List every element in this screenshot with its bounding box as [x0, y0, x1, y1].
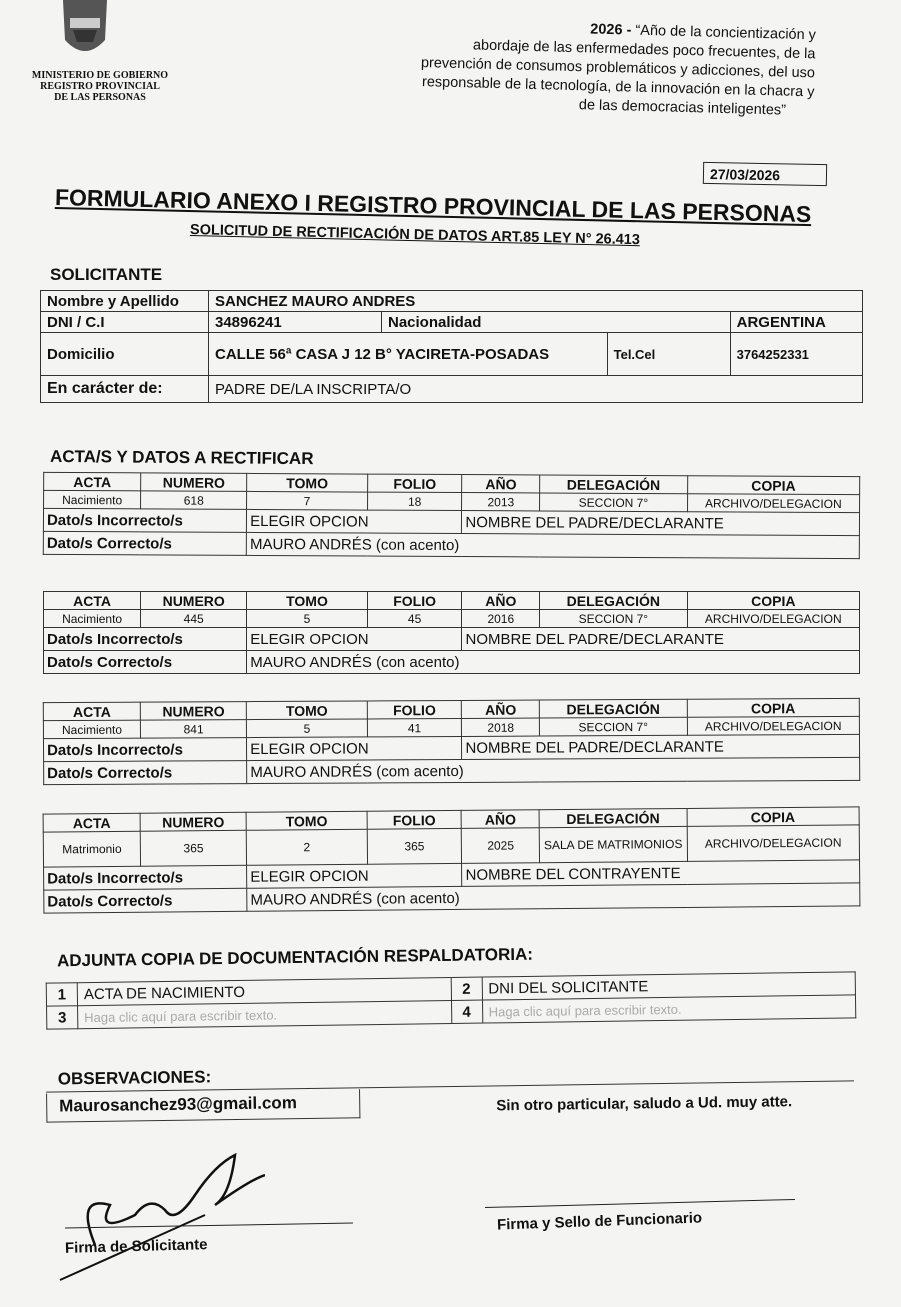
incorrect-field[interactable]: NOMBRE DEL PADRE/DECLARANTE [462, 734, 860, 759]
provincial-crest-logo [55, 0, 115, 62]
acta-header-cell: TOMO [247, 592, 367, 610]
acta-value-cell[interactable]: ARCHIVO/DELEGACION [687, 716, 860, 735]
observaciones-box [46, 1050, 857, 1123]
acta-value-cell[interactable]: 2025 [462, 828, 540, 864]
closing-text: Sin otro particular, saludo a Ud. muy atte. [496, 1093, 793, 1115]
acta-value-cell[interactable]: 365 [367, 828, 462, 864]
elegir-opcion-select[interactable]: ELEGIR OPCION [247, 509, 462, 533]
acta-header-cell: FOLIO [367, 810, 462, 829]
ministry-label: MINISTERIO DE GOBIERNO REGISTRO PROVINCIAL DE LAS PERSONAS [31, 70, 169, 103]
incorrect-field[interactable]: NOMBRE DEL PADRE/DECLARANTE [462, 511, 860, 536]
acta-header-cell: FOLIO [367, 474, 462, 492]
acta-table [43, 472, 860, 559]
acta-value-cell[interactable]: 445 [141, 610, 247, 628]
acta-header-cell: ACTA [43, 702, 140, 721]
caracter-field[interactable]: PADRE DE/LA INSCRIPTA/O [209, 376, 863, 403]
acta-header-cell: NUMERO [141, 473, 247, 492]
firma-funcionario-label: Firma y Sello de Funcionario [496, 1209, 703, 1234]
acta-value-cell[interactable]: 18 [367, 492, 462, 510]
acta-header-cell: NUMERO [140, 702, 246, 721]
acta-value-cell[interactable]: ARCHIVO/DELEGACION [687, 610, 859, 628]
correct-label: Dato/s Correcto/s [44, 888, 247, 913]
acta-table [43, 806, 861, 913]
acta-header-cell: TOMO [246, 811, 367, 830]
solicitante-heading: SOLICITANTE [50, 265, 163, 284]
correct-field[interactable]: MAURO ANDRÉS (con acento) [247, 883, 860, 911]
acta-value-cell[interactable]: Nacimiento [43, 720, 140, 739]
elegir-opcion-select[interactable]: ELEGIR OPCION [247, 863, 462, 888]
nacionalidad-label: Nacionalidad [382, 312, 731, 333]
acta-header-cell: AÑO [462, 592, 540, 610]
acta-header-cell: DELEGACIÓN [539, 699, 687, 718]
correct-label: Dato/s Correcto/s [44, 651, 247, 674]
acta-header-cell: AÑO [462, 700, 540, 718]
nombre-label: Nombre y Apellido [41, 291, 209, 312]
correct-label: Dato/s Correcto/s [44, 761, 247, 785]
acta-value-cell[interactable]: SECCION 7° [540, 610, 687, 628]
acta-header-cell: FOLIO [367, 592, 462, 610]
form-title: FORMULARIO ANEXO I REGISTRO PROVINCIAL DE LAS PERSONAS [54, 184, 812, 228]
adjunta-item-2[interactable]: DNI DEL SOLICITANTE [482, 972, 856, 1000]
correct-field[interactable]: MAURO ANDRÉS (con acento) [247, 651, 860, 674]
incorrect-label: Dato/s Incorrecto/s [43, 508, 246, 532]
dni-label: DNI / C.I [41, 312, 209, 333]
adjunta-item-1[interactable]: ACTA DE NACIMIENTO [77, 978, 451, 1006]
acta-value-cell[interactable]: 2 [246, 829, 367, 865]
observaciones-field[interactable]: Maurosanchez93@gmail.com [46, 1089, 360, 1122]
acta-value-cell[interactable]: 7 [247, 491, 368, 510]
acta-header-cell: ACTA [44, 472, 141, 491]
acta-header-cell: TOMO [247, 701, 368, 720]
acta-value-cell[interactable]: Nacimiento [44, 490, 141, 509]
acta-header-cell: NUMERO [140, 812, 246, 831]
adjunta-table: 1 ACTA DE NACIMIENTO 2 DNI DEL SOLICITANTE 3 Haga clic aquí para escribir texto. 4 Haga clic aquí para escribir texto. [46, 971, 857, 1029]
acta-header-cell: FOLIO [367, 700, 462, 718]
tel-label: Tel.Cel [607, 333, 730, 376]
acta-header-cell: ACTA [43, 813, 140, 832]
year-motto: 2026 - “Año de la concientización y abordaje de las enfermedades poco frecuentes, de la prevención de consumos problemáticos y adicciones, del uso responsable de la tecnología, de la innovación en la chacra y de las democracias inteligentes” [420, 21, 817, 119]
acta-header-cell: COPIA [687, 592, 859, 610]
incorrect-label: Dato/s Incorrecto/s [43, 738, 246, 762]
acta-value-cell[interactable]: 618 [141, 491, 247, 510]
acta-value-cell[interactable]: SECCION 7° [540, 717, 688, 736]
acta-value-cell[interactable]: Nacimiento [44, 610, 141, 628]
acta-header-cell: NUMERO [141, 592, 247, 610]
acta-table [43, 591, 860, 674]
acta-header-cell: COPIA [687, 807, 860, 827]
nombre-field[interactable]: SANCHEZ MAURO ANDRES [209, 291, 863, 312]
elegir-opcion-select[interactable]: ELEGIR OPCION [247, 628, 462, 651]
adjunta-item-4[interactable]: Haga clic aquí para escribir texto. [482, 995, 856, 1023]
observaciones-heading: OBSERVACIONES: [57, 1067, 212, 1089]
form-subtitle: SOLICITUD DE RECTIFICACIÓN DE DATOS ART.85 LEY N° 26.413 [189, 222, 641, 249]
acta-value-cell[interactable]: SECCION 7° [540, 493, 688, 512]
solicitante-table [40, 290, 863, 403]
adjunta-heading: ADJUNTA COPIA DE DOCUMENTACIÓN RESPALDATORIA: [56, 944, 534, 971]
acta-header-cell: ACTA [44, 592, 141, 610]
tel-field[interactable]: 3764252331 [730, 333, 862, 376]
caracter-label: En carácter de: [41, 376, 209, 403]
acta-header-cell: COPIA [687, 698, 860, 717]
acta-value-cell[interactable]: 41 [367, 718, 462, 736]
handwritten-signature [55, 1135, 265, 1285]
acta-header-cell: AÑO [462, 810, 540, 829]
acta-value-cell[interactable]: SALA DE MATRIMONIOS [539, 826, 687, 862]
elegir-opcion-select[interactable]: ELEGIR OPCION [247, 736, 462, 760]
acta-header-cell: TOMO [247, 473, 368, 492]
nacionalidad-field[interactable]: ARGENTINA [730, 312, 862, 333]
acta-header-cell: DELEGACIÓN [539, 808, 687, 827]
correct-label: Dato/s Correcto/s [43, 531, 246, 555]
firma-solicitante-label: Firma de Solicitante [64, 1236, 208, 1257]
correct-field[interactable]: MAURO ANDRÉS (con acento) [247, 532, 860, 558]
domicilio-field[interactable]: CALLE 56ª CASA J 12 B° YACIRETA-POSADAS [209, 333, 608, 376]
acta-value-cell[interactable]: ARCHIVO/DELEGACION [687, 825, 860, 862]
dni-field[interactable]: 34896241 [209, 312, 382, 333]
acta-value-cell[interactable]: Matrimonio [43, 831, 140, 867]
incorrect-field[interactable]: NOMBRE DEL CONTRAYENTE [462, 860, 860, 886]
incorrect-label: Dato/s Incorrecto/s [44, 628, 247, 651]
acta-value-cell[interactable]: 5 [247, 719, 368, 738]
acta-value-cell[interactable]: 2018 [462, 718, 540, 736]
acta-value-cell[interactable]: 45 [367, 610, 462, 628]
acta-value-cell[interactable]: 841 [141, 720, 247, 739]
acta-table [43, 698, 860, 785]
domicilio-label: Domicilio [41, 333, 209, 376]
incorrect-label: Dato/s Incorrecto/s [44, 865, 247, 890]
correct-field[interactable]: MAURO ANDRÉS (com acento) [247, 757, 860, 783]
acta-value-cell[interactable]: 2013 [462, 493, 540, 511]
adjunta-item-3[interactable]: Haga clic aquí para escribir texto. [78, 1001, 452, 1029]
acta-value-cell[interactable]: 2016 [462, 610, 540, 628]
acta-header-cell: AÑO [462, 475, 540, 493]
date-field[interactable]: 27/03/2026 [703, 162, 827, 186]
acta-header-cell: DELEGACIÓN [540, 475, 688, 494]
actas-heading: ACTA/S Y DATOS A RECTIFICAR [49, 446, 314, 469]
acta-header-cell: DELEGACIÓN [540, 592, 687, 610]
acta-header-cell: COPIA [687, 476, 860, 495]
acta-value-cell[interactable]: ARCHIVO/DELEGACION [687, 494, 860, 513]
incorrect-field[interactable]: NOMBRE DEL PADRE/DECLARANTE [462, 628, 860, 651]
acta-value-cell[interactable]: 365 [140, 830, 246, 866]
acta-value-cell[interactable]: 5 [247, 610, 367, 628]
